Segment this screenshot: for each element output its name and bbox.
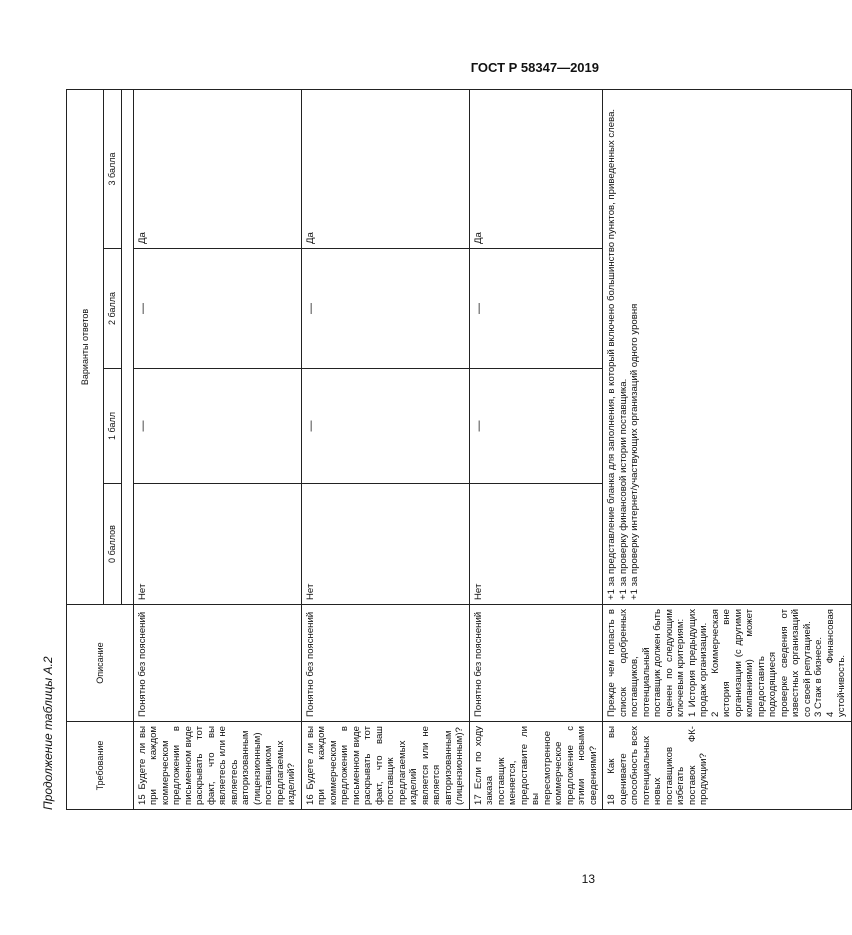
score-2-cell: — bbox=[133, 249, 301, 369]
score-1-cell: — bbox=[469, 369, 603, 484]
page-number: 13 bbox=[581, 872, 595, 886]
col-header-score-0: 0 баллов bbox=[104, 484, 122, 605]
requirement-cell: 16 Будете ли вы при каждом коммерческом предложении в письменном виде раскрывать тот факт, что ваш поставщик предлагаемых изделий является или не является авторизованным (лицензионным)? bbox=[301, 722, 469, 810]
description-line: 1 История предыдущих продаж организации. bbox=[686, 609, 710, 717]
standard-header: ГОСТ Р 58347—2019 bbox=[470, 60, 599, 75]
col-header-requirement: Требование bbox=[67, 722, 134, 810]
table-row bbox=[301, 89, 469, 809]
col-header-description: Описание bbox=[67, 605, 134, 722]
answer-line: +1 за проверку финансовой истории поставщика. bbox=[617, 378, 629, 600]
requirements-table bbox=[66, 89, 852, 810]
answer-line: +1 за представление бланка для заполнения, в который включено большинство пунктов, приведенных слева. bbox=[606, 108, 618, 600]
description-cell bbox=[603, 605, 852, 722]
description-cell: Понятно без пояснений bbox=[133, 605, 301, 722]
table-row bbox=[469, 89, 603, 809]
description-line: 2 Коммерческая история вне организации (с другими компаниями) может предоставить подходящиеся проверке сведения от известных организаций со своей репутацией. bbox=[709, 609, 813, 717]
table-row bbox=[133, 89, 301, 809]
score-2-cell: — bbox=[301, 249, 469, 369]
score-0-cell: Нет bbox=[133, 484, 301, 605]
description-cell: Понятно без пояснений bbox=[301, 605, 469, 722]
answer-cell bbox=[603, 89, 852, 604]
header-spacer bbox=[121, 89, 133, 604]
requirement-cell: 18 Как вы оцениваете способность всех потенциальных новых поставщиков избегать поставок ФК-продукции? bbox=[603, 722, 852, 810]
score-3-cell: Да bbox=[301, 89, 469, 248]
score-1-cell: — bbox=[301, 369, 469, 484]
col-header-score-1: 1 балл bbox=[104, 369, 122, 484]
score-3-cell: Да bbox=[133, 89, 301, 248]
table-row bbox=[603, 89, 852, 809]
description-line: Прежде чем попасть в список одобренных поставщиков, потенциальный поставщик должен быть оценен по следующим ключевым критериям: bbox=[606, 609, 687, 717]
score-3-cell: Да bbox=[469, 89, 603, 248]
score-0-cell: Нет bbox=[469, 484, 603, 605]
col-header-variants: Варианты ответов bbox=[67, 89, 104, 604]
col-header-score-3: 3 балла bbox=[104, 89, 122, 248]
answer-line: +1 за проверку интернет/участвующих организаций одного уровня bbox=[629, 303, 641, 600]
description-line: 4 Финансовая устойчивость. bbox=[824, 609, 848, 717]
score-0-cell: Нет bbox=[301, 484, 469, 605]
description-line: 3 Стаж в бизнесе. bbox=[813, 636, 825, 717]
col-header-score-2: 2 балла bbox=[104, 249, 122, 369]
description-cell: Понятно без пояснений bbox=[469, 605, 603, 722]
requirement-cell: 15 Будете ли вы при каждом коммерческом предложении в письменном виде раскрывать тот факт, что вы являетесь или не являетесь авторизованным (лицензионным) поставщиком предлагаемых изделий? bbox=[133, 722, 301, 810]
table-caption: Продолжение таблицы А.2 bbox=[41, 656, 55, 810]
requirement-cell: 17 Если по ходу заказа поставщик меняется, предоставите ли вы пересмотренное коммерческое предложение с этими новыми сведениями? bbox=[469, 722, 603, 810]
score-2-cell: — bbox=[469, 249, 603, 369]
score-1-cell: — bbox=[133, 369, 301, 484]
rotated-table-area bbox=[40, 90, 848, 810]
